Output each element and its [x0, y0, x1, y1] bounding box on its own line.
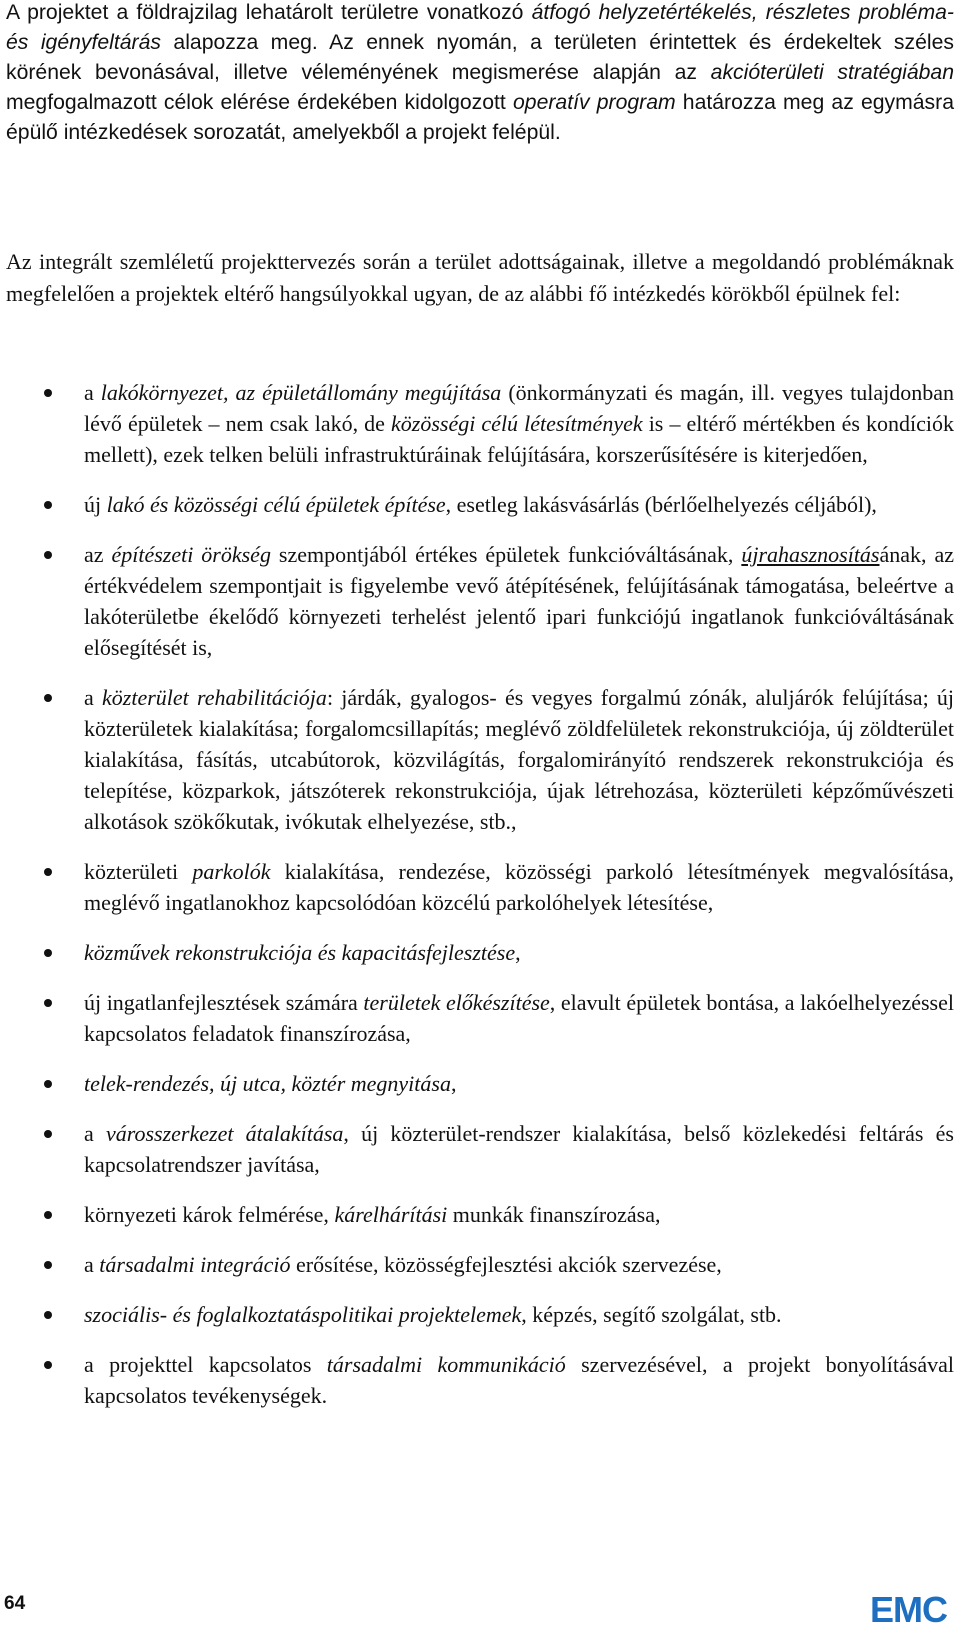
bullet-icon: [44, 501, 52, 509]
text-run: Az integrált szemléletű projekttervezés során a terület adottságainak, illetve a megoldandó problémáknak megfelelően a projektek eltérő hangsúlyokkal ugyan, de az alábbi fő intézkedés körökből épülnek fel:: [6, 249, 954, 306]
emphasized-text: városszerkezet átalakítása: [105, 1121, 344, 1146]
bullet-icon: [44, 1211, 52, 1219]
text-run: erősítése, közösségfejlesztési akciók szervezése,: [290, 1252, 722, 1277]
bullet-icon: [44, 1080, 52, 1088]
emphasized-text: szociális- és foglalkoztatáspolitikai projektelemek: [84, 1302, 522, 1327]
list-item-text: [84, 1071, 456, 1096]
bullet-icon: [44, 1130, 52, 1138]
intro-paragraph: [6, 0, 954, 148]
text-run: munkák finanszírozása,: [447, 1202, 661, 1227]
emphasized-text: akcióterületi stratégiában: [710, 61, 955, 84]
list-item-text: [84, 1302, 782, 1327]
emphasized-text: telek-rendezés, új utca, köztér megnyitása: [84, 1071, 451, 1096]
emphasized-text: operatív program: [513, 91, 676, 114]
bullet-icon: [44, 389, 52, 397]
page-number: 64: [4, 1593, 26, 1614]
emc-logo: [868, 1588, 954, 1626]
text-run: a: [84, 685, 102, 710]
logo-text: EMC: [870, 1589, 947, 1626]
list-item-text: [84, 1352, 954, 1408]
text-run: új: [84, 492, 107, 517]
list-item-text: [84, 940, 521, 965]
bullet-icon: [44, 1311, 52, 1319]
list-item: [0, 539, 960, 663]
text-run: , elavult épületek bontása, a lakóelhelyezéssel kapcsolatos feladatok finanszírozása,: [84, 990, 954, 1046]
bullet-icon: [44, 999, 52, 1007]
text-run: ,: [450, 1071, 457, 1096]
emphasized-text: közterület rehabilitációja: [102, 685, 327, 710]
emphasized-text: kárelhárítási: [334, 1202, 448, 1227]
text-run: alapozza meg. Az ennek nyomán, a területen érintettek és érdekeltek széles körének bevonásával, illetve véleményének megismerése alapján az: [6, 31, 954, 84]
list-item: [0, 489, 960, 520]
list-item: [0, 1068, 960, 1099]
list-item-text: [84, 859, 954, 915]
emphasized-text: parkolók: [192, 859, 271, 884]
text-run: határozza meg az egymásra épülő intézkedések sorozatát, amelyekből a projekt felépül.: [6, 91, 954, 144]
emphasized-text: építészeti örökség: [111, 542, 271, 567]
list-item: [0, 1118, 960, 1180]
text-run: kialakítása, rendezése, közösségi parkoló létesítmények megvalósítása, meglévő ingatlanokhoz kapcsolódóan közcélú parkolóhelyek létesítése,: [84, 859, 954, 915]
emphasized-text: újrahasznosítás: [741, 542, 880, 567]
text-run: is – eltérő mértékben és kondíciók mellett), ezek telken belüli infrastruktúráinak felújítására, korszerűsítésére is kiterjedően,: [84, 411, 954, 467]
text-run: ának, az értékvédelem szempontjait is figyelembe vevő átépítésének, felújításának támogatása, beleértve a lakóterületbe ékelődő környezeti terhelést jelentő ipari funkciójú ingatlanok funkcióváltásának elősegítését is,: [84, 542, 955, 660]
list-item: [0, 1299, 960, 1330]
text-run: új ingatlanfejlesztések számára: [84, 990, 364, 1015]
emphasized-text: lakókörnyezet, az épületállomány megújítása: [100, 380, 502, 405]
text-run: a: [84, 380, 101, 405]
bullet-icon: [44, 868, 52, 876]
bullet-icon: [44, 1361, 52, 1369]
list-item-text: [84, 492, 877, 517]
list-item: [0, 987, 960, 1049]
text-run: szervezésével, a projekt bonyolításával kapcsolatos tevékenységek.: [84, 1352, 954, 1408]
list-item-text: [84, 1252, 722, 1277]
emphasized-text: társadalmi kommunikáció: [326, 1352, 566, 1377]
text-run: , esetleg lakásvásárlás (bérlőelhelyezés céljából),: [445, 492, 877, 517]
bullet-icon: [44, 1261, 52, 1269]
list-item: [0, 1199, 960, 1230]
list-item-text: [84, 685, 954, 834]
text-run: A projektet a földrajzilag lehatárolt területre vonatkozó: [6, 1, 532, 24]
text-run: : járdák, gyalogos- és vegyes forgalmú zónák, aluljárók felújítása; új közterületek kialakítása; forgalomcsillapítás; meglévő zöldfelületek rekonstrukciója, új zöldterület kialakítása, fásítás, utcabútorok, közvilágítás, forgalomirányító rendszerek rekonstrukciója és telepítése, közparkok, játszóterek rekonstrukciója, újak létrehozása, közterületi képzőművészeti alkotások szökőkutak, ivókutak elhelyezése, stb.,: [84, 685, 955, 834]
measures-list: [0, 377, 960, 1430]
list-item: [0, 377, 960, 470]
list-item: [0, 1349, 960, 1411]
text-run: , új közterület-rendszer kialakítása, belső közlekedési feltárás és kapcsolatrendszer javítása,: [84, 1121, 954, 1177]
text-run: közterületi: [84, 859, 193, 884]
list-item: [0, 937, 960, 968]
text-run: a: [84, 1252, 100, 1277]
bullet-icon: [44, 694, 52, 702]
measures-intro-paragraph: [6, 246, 954, 309]
list-item: [0, 1249, 960, 1280]
bullet-icon: [44, 949, 52, 957]
list-item: [0, 682, 960, 837]
emphasized-text: közösségi célú létesítmények: [391, 411, 643, 436]
emphasized-text: lakó és közösségi célú épületek építése: [106, 492, 446, 517]
emphasized-text: társadalmi integráció: [99, 1252, 291, 1277]
list-item-text: [84, 1121, 954, 1177]
text-run: (önkormányzati és magán, ill. vegyes tulajdonban lévő épületek – nem csak lakó, de: [84, 380, 955, 436]
text-run: az: [84, 542, 112, 567]
list-item-text: [84, 542, 954, 660]
list-item-text: [84, 380, 954, 467]
text-run: ,: [515, 940, 521, 965]
emphasized-text: közművek rekonstrukciója és kapacitásfejlesztése: [84, 940, 516, 965]
emphasized-text: átfogó helyzetértékelés, részletes probléma- és igényfeltárás: [6, 1, 954, 54]
text-run: a: [84, 1121, 106, 1146]
text-run: megfogalmazott célok elérése érdekében kidolgozott: [6, 91, 513, 114]
list-item-text: [84, 1202, 661, 1227]
text-run: , képzés, segítő szolgálat, stb.: [521, 1302, 782, 1327]
bullet-icon: [44, 551, 52, 559]
list-item-text: [84, 990, 954, 1046]
text-run: szempontjából értékes épületek funkcióváltásának,: [270, 542, 742, 567]
list-item: [0, 856, 960, 918]
emphasized-text: területek előkészítése: [363, 990, 550, 1015]
text-run: a projekttel kapcsolatos: [84, 1352, 327, 1377]
text-run: környezeti károk felmérése,: [84, 1202, 335, 1227]
